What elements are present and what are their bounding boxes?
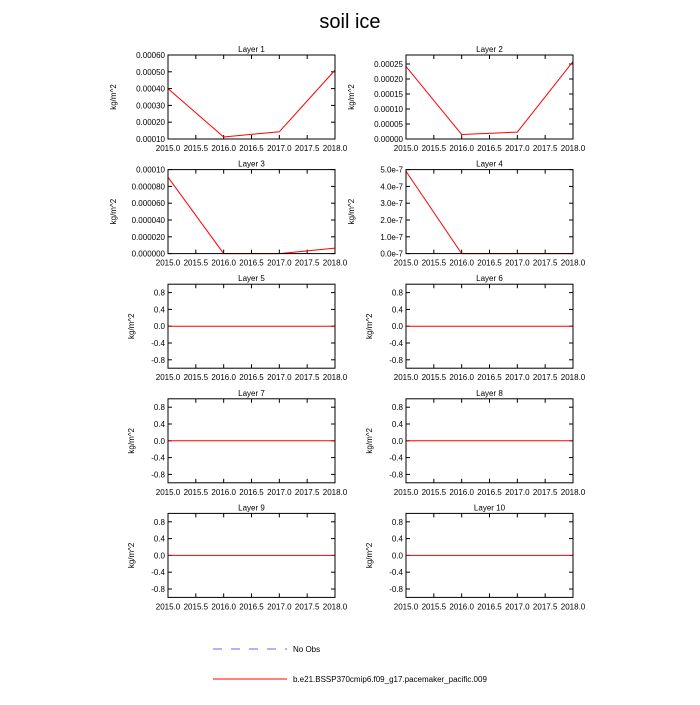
x-tick-label: 2016.0: [211, 373, 236, 383]
panel-title: Layer 3: [238, 159, 265, 169]
x-tick-label: 2017.5: [532, 487, 558, 497]
panel-title: Layer 10: [473, 503, 506, 513]
legend-no-obs-label: No Obs: [293, 645, 321, 654]
y-axis-label: kg/m^2: [365, 542, 374, 569]
y-tick-label: 0.0: [391, 551, 403, 561]
y-tick-label: 0.8: [391, 288, 403, 298]
x-tick-label: 2016.0: [211, 144, 236, 153]
plot-frame: [406, 170, 573, 254]
y-tick-label: 0.000080: [131, 182, 165, 192]
x-tick-label: 2017.0: [267, 258, 292, 268]
figure-title: soil ice: [319, 11, 381, 33]
y-tick-label: -0.8: [151, 470, 165, 480]
y-tick-label: 0.00050: [136, 67, 165, 77]
x-tick-label: 2015.0: [393, 487, 419, 497]
panel-layer-8: [365, 389, 586, 497]
panel-title: Layer 8: [476, 388, 503, 398]
y-tick-label: 0.00015: [374, 90, 403, 99]
y-tick-label: -0.4: [151, 453, 165, 463]
panel-layer-4: [347, 160, 586, 268]
y-axis-label: kg/m^2: [109, 198, 118, 225]
y-tick-label: 0.0: [391, 436, 403, 446]
x-tick-label: 2015.5: [183, 373, 209, 383]
x-tick-label: 2015.5: [421, 602, 447, 612]
y-tick-label: 0.00040: [136, 84, 165, 94]
x-tick-label: 2015.0: [155, 602, 181, 612]
x-tick-label: 2017.5: [532, 373, 558, 383]
y-tick-label: -0.8: [151, 355, 165, 365]
y-tick-label: -0.8: [389, 470, 403, 480]
legend-model-label: b.e21.BSSP370cmip6.f09_g17.pacemaker_pacific.009: [293, 675, 487, 684]
y-axis-label: kg/m^2: [127, 428, 136, 454]
panel-layer-5: [127, 274, 348, 382]
x-tick-label: 2015.5: [421, 373, 447, 383]
x-tick-label: 2018.0: [560, 487, 586, 497]
y-tick-label: 0.000000: [131, 249, 165, 259]
x-tick-label: 2017.0: [505, 373, 530, 383]
y-tick-label: 0.00010: [136, 165, 165, 175]
series-line: [168, 70, 335, 137]
y-tick-label: -0.8: [389, 585, 403, 594]
y-axis-label: kg/m^2: [109, 84, 118, 110]
x-tick-label: 2016.5: [477, 602, 502, 612]
panel-title: Layer 9: [238, 503, 265, 513]
y-tick-label: -0.4: [389, 453, 403, 463]
x-tick-label: 2017.5: [294, 602, 320, 612]
y-tick-label: 0.00030: [136, 101, 165, 111]
y-tick-label: -0.8: [151, 585, 165, 594]
y-tick-label: 0.8: [153, 288, 165, 298]
y-tick-label: 0.00020: [374, 75, 403, 84]
y-tick-label: 5.0e-7: [380, 165, 403, 175]
y-tick-label: 0.4: [153, 305, 165, 315]
x-tick-label: 2017.5: [294, 144, 320, 153]
plot-frame: [168, 55, 335, 139]
x-tick-label: 2016.0: [211, 258, 236, 268]
x-tick-label: 2017.5: [532, 258, 558, 268]
y-tick-label: 0.4: [391, 534, 403, 544]
y-tick-label: 3.0e-7: [380, 199, 403, 209]
x-tick-label: 2018.0: [560, 144, 586, 153]
x-tick-label: 2018.0: [322, 487, 348, 497]
x-tick-label: 2015.0: [155, 258, 181, 268]
x-tick-label: 2017.0: [505, 487, 530, 497]
y-tick-label: 0.4: [153, 534, 165, 544]
x-tick-label: 2015.5: [183, 258, 209, 268]
x-tick-label: 2016.0: [449, 373, 474, 383]
y-tick-label: -0.4: [151, 568, 165, 578]
x-tick-label: 2016.5: [477, 487, 502, 497]
x-tick-label: 2016.0: [211, 487, 236, 497]
x-tick-label: 2017.0: [505, 144, 530, 153]
y-axis-label: kg/m^2: [347, 84, 356, 110]
x-tick-label: 2017.5: [294, 258, 320, 268]
x-tick-label: 2015.0: [393, 258, 419, 268]
x-tick-label: 2017.0: [267, 373, 292, 383]
y-tick-label: 0.000040: [131, 216, 165, 225]
x-tick-label: 2016.0: [211, 602, 236, 612]
series-line: [406, 62, 573, 135]
y-tick-label: 4.0e-7: [380, 182, 403, 192]
y-tick-label: -0.4: [389, 568, 403, 578]
y-tick-label: 0.00000: [374, 135, 403, 144]
x-tick-label: 2016.0: [449, 487, 474, 497]
x-tick-label: 2015.5: [421, 258, 447, 268]
x-tick-label: 2015.5: [421, 487, 447, 497]
y-tick-label: 0.4: [153, 420, 165, 429]
panel-title: Layer 5: [238, 274, 265, 284]
y-tick-label: 0.0: [153, 551, 165, 561]
x-tick-label: 2016.5: [239, 373, 264, 383]
y-tick-label: 0.8: [391, 403, 403, 413]
x-tick-label: 2016.5: [477, 144, 502, 153]
y-tick-label: 1.0e-7: [380, 232, 403, 242]
y-tick-label: -0.4: [389, 339, 403, 348]
y-tick-label: 0.8: [153, 517, 165, 527]
y-tick-label: 0.0e-7: [380, 249, 403, 259]
x-tick-label: 2018.0: [560, 373, 586, 383]
x-tick-label: 2017.0: [267, 487, 292, 497]
x-tick-label: 2018.0: [322, 602, 348, 612]
legend: [213, 645, 487, 684]
y-tick-label: -0.4: [151, 339, 165, 348]
x-tick-label: 2018.0: [322, 258, 348, 268]
x-tick-label: 2015.0: [393, 602, 419, 612]
x-tick-label: 2017.5: [294, 373, 320, 383]
x-tick-label: 2016.5: [477, 258, 502, 268]
series-line: [406, 171, 573, 253]
panel-title: Layer 6: [476, 274, 503, 284]
x-tick-label: 2016.0: [449, 144, 474, 153]
panel-layer-9: [127, 503, 348, 611]
x-tick-label: 2017.0: [267, 144, 292, 153]
y-tick-label: 0.000020: [131, 232, 165, 242]
y-tick-label: 0.0: [391, 322, 403, 332]
series-line: [168, 177, 335, 253]
x-tick-label: 2018.0: [560, 602, 586, 612]
x-tick-label: 2015.5: [421, 144, 447, 153]
y-tick-label: 0.0: [153, 436, 165, 446]
panel-title: Layer 2: [476, 45, 503, 54]
x-tick-label: 2015.0: [155, 487, 181, 497]
panel-layer-3: [109, 160, 348, 268]
y-tick-label: 0.00025: [374, 60, 403, 69]
x-tick-label: 2016.5: [477, 373, 502, 383]
x-tick-label: 2018.0: [322, 144, 348, 153]
x-tick-label: 2017.5: [532, 602, 558, 612]
y-tick-label: 0.4: [391, 305, 403, 315]
panel-layer-7: [127, 389, 348, 497]
y-axis-label: kg/m^2: [127, 542, 136, 569]
panel-layer-1: [109, 45, 348, 153]
x-tick-label: 2016.0: [449, 258, 474, 268]
x-tick-label: 2015.5: [183, 602, 209, 612]
x-tick-label: 2015.0: [393, 373, 419, 383]
x-tick-label: 2017.5: [532, 144, 558, 153]
y-tick-label: 0.8: [153, 403, 165, 413]
x-tick-label: 2016.0: [449, 602, 474, 612]
x-tick-label: 2015.0: [393, 144, 419, 153]
x-tick-label: 2016.5: [239, 487, 264, 497]
y-tick-label: 0.8: [391, 517, 403, 527]
panel-layer-6: [365, 274, 586, 382]
y-tick-label: 0.00005: [374, 120, 403, 129]
x-tick-label: 2017.0: [267, 602, 292, 612]
y-axis-label: kg/m^2: [347, 198, 356, 225]
y-tick-label: 0.00010: [136, 135, 165, 144]
panel-title: Layer 7: [238, 388, 265, 398]
y-tick-label: 2.0e-7: [380, 216, 403, 225]
x-tick-label: 2016.5: [239, 144, 264, 153]
x-tick-label: 2017.0: [505, 258, 530, 268]
x-tick-label: 2016.5: [239, 602, 264, 612]
x-tick-label: 2015.0: [155, 144, 181, 153]
y-axis-label: kg/m^2: [365, 313, 374, 339]
panel-layer-10: [365, 503, 586, 611]
y-tick-label: -0.8: [389, 355, 403, 365]
x-tick-label: 2017.0: [505, 602, 530, 612]
y-axis-label: kg/m^2: [365, 428, 374, 454]
x-tick-label: 2015.0: [155, 373, 181, 383]
panel-layer-2: [347, 45, 586, 153]
x-tick-label: 2015.5: [183, 487, 209, 497]
panel-title: Layer 4: [476, 159, 503, 169]
y-axis-label: kg/m^2: [127, 313, 136, 339]
y-tick-label: 0.4: [391, 420, 403, 429]
x-tick-label: 2018.0: [322, 373, 348, 383]
y-tick-label: 0.000060: [131, 199, 165, 209]
x-tick-label: 2015.5: [183, 144, 209, 153]
x-tick-label: 2016.5: [239, 258, 264, 268]
x-tick-label: 2017.5: [294, 487, 320, 497]
panel-title: Layer 1: [238, 45, 265, 54]
x-tick-label: 2018.0: [560, 258, 586, 268]
y-tick-label: 0.0: [153, 322, 165, 332]
y-tick-label: 0.00060: [136, 51, 165, 60]
y-tick-label: 0.00010: [374, 105, 403, 114]
y-tick-label: 0.00020: [136, 118, 165, 128]
